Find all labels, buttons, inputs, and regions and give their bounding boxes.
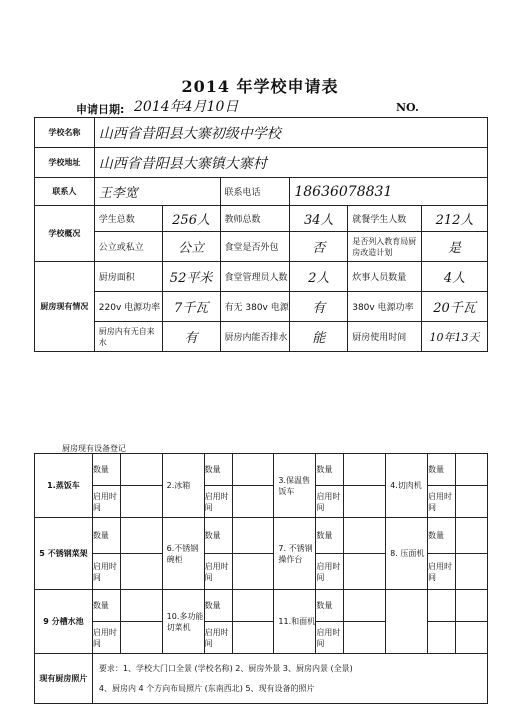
school-address-value: 山西省昔阳县大寨镇大寨村 (94, 148, 487, 178)
equipment-name: 3.保温售饭车 (274, 454, 316, 518)
no-label: NO. (396, 101, 419, 114)
student-total-label: 学生总数 (94, 206, 162, 232)
has-380v-label: 有无 380v 电源 (220, 292, 290, 322)
tap-water-value: 有 (162, 322, 220, 352)
phone-label: 联系电话 (220, 178, 290, 206)
equipment-header: 厨房现有设备登记 (62, 444, 126, 453)
qty-label: 数量 (92, 518, 120, 554)
canteen-outsourced-value: 否 (290, 232, 348, 262)
usage-time-label: 厨房使用时间 (348, 322, 422, 352)
time-label: 启用时间 (204, 622, 232, 654)
qty-label: 数量 (428, 454, 456, 486)
canteen-manager-label: 食堂管理员人数 (220, 262, 290, 292)
kitchen-area-value: 52平米 (162, 262, 220, 292)
public-private-label: 公立或私立 (94, 232, 162, 262)
equipment-name: 8. 压面机 (386, 518, 428, 590)
equipment-table (34, 453, 488, 704)
photo-label: 现有厨房照片 (35, 654, 93, 704)
photo-requirement-1: 要求：1、学校大门口全景 (学校名称) 2、厨房外景 3、厨房内景 (全景) (98, 663, 353, 673)
equipment-name: 5 不锈钢菜架 (35, 518, 93, 590)
school-info-table (34, 117, 488, 352)
qty-label: 数量 (204, 454, 232, 486)
public-private-value: 公立 (162, 232, 220, 262)
qty-label: 数量 (92, 590, 120, 622)
drainage-label: 厨房内能否排水 (220, 322, 290, 352)
kitchen-status-label: 厨房现有情况 (35, 262, 95, 352)
overview-label: 学校概况 (35, 206, 95, 262)
school-address-label: 学校地址 (35, 148, 95, 178)
time-label: 启用时间 (204, 486, 232, 518)
phone-value: 18636078831 (290, 178, 488, 206)
time-label: 启用时间 (428, 486, 456, 518)
time-label: 启用时间 (316, 486, 344, 518)
canteen-outsourced-label: 食堂是否外包 (220, 232, 290, 262)
time-label: 启用时间 (428, 554, 456, 590)
equipment-name: 10.多功能切菜机 (162, 590, 204, 654)
equipment-name: 2.冰箱 (162, 454, 204, 518)
tap-water-label: 厨房内有无自来水 (94, 322, 162, 352)
qty-label: 数量 (204, 590, 232, 622)
drainage-value: 能 (290, 322, 348, 352)
time-label: 启用时间 (316, 622, 344, 654)
usage-time-value: 10年13天 (422, 322, 488, 352)
qty-label: 数量 (316, 590, 344, 622)
equipment-name: 1.蒸饭车 (35, 454, 93, 518)
time-label: 启用时间 (204, 554, 232, 590)
education-plan-label: 是否列入教育局厨房改造计划 (348, 232, 422, 262)
teacher-total-value: 34人 (290, 206, 348, 232)
kitchen-area-label: 厨房面积 (94, 262, 162, 292)
contact-value: 王李宽 (94, 178, 220, 206)
canteen-manager-value: 2人 (290, 262, 348, 292)
education-plan-value: 是 (422, 232, 488, 262)
qty-label: 数量 (92, 454, 120, 486)
dining-students-label: 就餐学生人数 (348, 206, 422, 232)
photo-requirement-2: 4、厨房内 4 个方向布局照片 (东南西北) 5、现有设备的照片 (98, 683, 315, 693)
time-label: 启用时间 (92, 486, 120, 518)
power-380v-label: 380v 电源功率 (348, 292, 422, 322)
has-380v-value: 有 (290, 292, 348, 322)
equipment-name (386, 590, 428, 654)
cook-count-value: 4人 (422, 262, 488, 292)
school-name-label: 学校名称 (35, 118, 95, 148)
equipment-name: 7. 不锈钢操作台 (274, 518, 316, 590)
date-label: 申请日期: (76, 103, 125, 116)
time-label: 启用时间 (92, 554, 120, 590)
contact-label: 联系人 (35, 178, 95, 206)
dining-students-value: 212人 (422, 206, 488, 232)
power-380v-value: 20千瓦 (422, 292, 488, 322)
student-total-value: 256人 (162, 206, 220, 232)
form-title: 2014 年学校申请表 (181, 77, 339, 96)
equipment-name: 9 分槽水池 (35, 590, 93, 654)
equipment-name: 6.不锈钢碗柜 (162, 518, 204, 590)
equipment-name: 11.和面机 (274, 590, 316, 654)
equipment-name: 4.切肉机 (386, 454, 428, 518)
qty-label: 数量 (428, 518, 456, 554)
date-value: 2014年4月10日 (134, 99, 239, 115)
cook-count-label: 炊事人员数量 (348, 262, 422, 292)
teacher-total-label: 教师总数 (220, 206, 290, 232)
power-220v-label: 220v 电源功率 (94, 292, 162, 322)
time-label: 启用时间 (92, 622, 120, 654)
qty-label: 数量 (204, 518, 232, 554)
qty-label: 数量 (316, 518, 344, 554)
school-name-value: 山西省昔阳县大寨初级中学校 (94, 118, 487, 148)
time-label: 启用时间 (316, 554, 344, 590)
power-220v-value: 7千瓦 (162, 292, 220, 322)
qty-label: 数量 (316, 454, 344, 486)
